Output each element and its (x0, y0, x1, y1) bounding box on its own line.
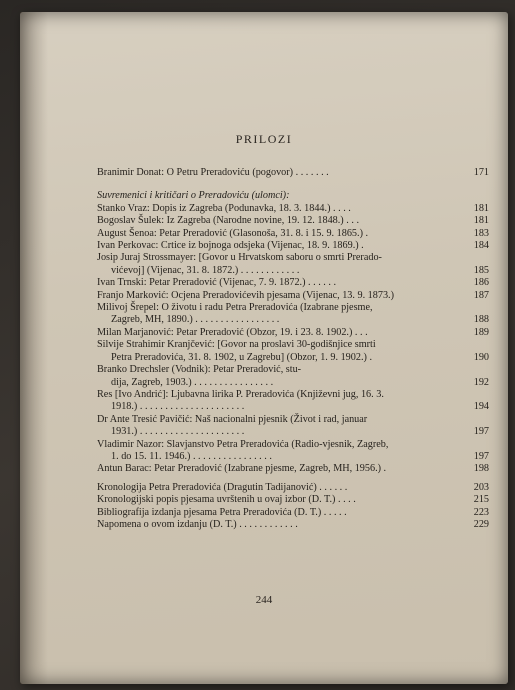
toc-entry-page: 229 (473, 518, 489, 530)
toc-entries (97, 203, 489, 476)
toc-entry-page: 181 (473, 215, 489, 227)
toc-entry-text: Ivan Perkovac: Crtice iz bojnoga odsjeka (Vijenac, 18. 9. 1869.) . (97, 240, 364, 252)
toc-entry-page: 197 (473, 426, 489, 438)
toc-entry-text: Branimir Donat: O Petru Preradoviću (pogovor) . . . . . . . (97, 167, 329, 178)
toc-entry-page: 188 (473, 314, 489, 326)
toc-entry-page: 185 (473, 264, 489, 276)
toc-entry-page: 203 (473, 481, 489, 493)
toc-entry-text: Ivan Trnski: Petar Preradović (Vijenac, 7. 9. 1872.) . . . . . . (97, 277, 337, 289)
toc-entry (97, 482, 489, 494)
toc-entry-page: 194 (473, 401, 489, 413)
toc-entry (97, 265, 489, 277)
toc-entry (97, 426, 489, 438)
toc-appendix (97, 482, 489, 532)
table-of-contents (97, 167, 489, 531)
toc-entry-text: Bogoslav Šulek: Iz Zagreba (Narodne novine, 19. 12. 1848.) . . . (97, 215, 359, 227)
toc-entry-page: 223 (473, 506, 489, 518)
toc-entry (97, 215, 489, 227)
toc-entry-line: Milivoj Šrepel: O životu i radu Petra Preradovića (Izabrane pjesme, (97, 302, 373, 314)
toc-entry (97, 519, 489, 531)
toc-entry-text: Milan Marjanović: Petar Preradović (Obzor, 19. i 23. 8. 1902.) . . . (97, 326, 368, 338)
toc-entry (97, 507, 489, 519)
toc-entry (97, 290, 489, 302)
toc-entry (97, 228, 489, 240)
toc-entry-page: 192 (473, 376, 489, 388)
toc-entry-page: 186 (473, 277, 489, 289)
toc-entry-text: 1. do 15. 11. 1946.) . . . . . . . . . . . . . . . . (111, 450, 272, 462)
toc-entry-line: Dr Ante Tresić Pavičić: Naš nacionalni pjesnik (Život i rad, januar (97, 413, 368, 425)
toc-entry-line: Josip Juraj Strossmayer: [Govor u Hrvatskom saboru o smrti Prerado- (97, 252, 382, 264)
toc-entry-page: 181 (473, 202, 489, 214)
toc-entry-text: Zagreb, MH, 1890.) . . . . . . . . . . . . . . . . . (111, 314, 280, 326)
toc-entry (97, 494, 489, 506)
toc-entry-text: Napomena o ovom izdanju (D. T.) . . . . . . . . . . . . (97, 518, 298, 530)
spacer (97, 179, 489, 185)
toc-entry (97, 377, 489, 389)
toc-entry-line: Res [Ivo Andrić]: Ljubavna lirika P. Preradovića (Književni jug, 16. 3. (97, 388, 384, 400)
toc-entry (97, 203, 489, 215)
toc-entry-line: Vladimir Nazor: Slavjanstvo Petra Preradovića (Radio-vjesnik, Zagreb, (97, 438, 389, 450)
toc-entry-text: Stanko Vraz: Dopis iz Zagreba (Podunavka, 18. 3. 1844.) . . . . (97, 202, 351, 214)
toc-subheading: Suvremenici i kritičari o Preradoviću (ulomci): (97, 190, 290, 202)
toc-entry (97, 401, 489, 413)
toc-entry-page: 197 (473, 450, 489, 462)
toc-entry (97, 240, 489, 252)
toc-entry (97, 314, 489, 326)
toc-entry-text: 1931.) . . . . . . . . . . . . . . . . . . . . . (111, 426, 245, 438)
toc-entry-text: Kronologijski popis pjesama uvrštenih u ovaj izbor (D. T.) . . . . (97, 494, 356, 506)
toc-entry-text: Franjo Marković: Ocjena Preradovićevih pjesama (Vijenac, 13. 9. 1873.) (97, 289, 394, 301)
toc-entry-text: August Šenoa: Petar Preradović (Glasonoša, 31. 8. i 15. 9. 1865.) . (97, 227, 369, 239)
toc-entry (97, 277, 489, 289)
toc-entry-line: Branko Drechsler (Vodnik): Petar Preradović, stu- (97, 364, 302, 376)
toc-entry (97, 352, 489, 364)
toc-entry (97, 463, 489, 475)
toc-entry (97, 167, 489, 179)
toc-entry-text: Antun Barac: Petar Preradović (Izabrane pjesme, Zagreb, MH, 1956.) . (97, 463, 387, 475)
toc-entry-text: Kronologija Petra Preradovića (Dragutin Tadijanović) . . . . . . (97, 481, 348, 493)
toc-entry-page: 198 (473, 463, 489, 475)
toc-entry (97, 451, 489, 463)
page-number: 244 (255, 594, 273, 606)
toc-entry-text: dija, Zagreb, 1903.) . . . . . . . . . . . . . . . . (111, 376, 274, 388)
toc-entry-text: 1918.) . . . . . . . . . . . . . . . . . . . . . (111, 401, 245, 413)
toc-entry-page: 183 (473, 227, 489, 239)
toc-entry-text: vićevoj] (Vijenac, 31. 8. 1872.) . . . . . . . . . . . . (111, 264, 300, 276)
toc-entry-page: 184 (473, 240, 489, 252)
toc-entry (97, 327, 489, 339)
toc-entry-page: 187 (473, 289, 489, 301)
toc-entry-page: 189 (473, 326, 489, 338)
toc-entry-text: Bibliografija izdanja pjesama Petra Preradovića (D. T.) . . . . . (97, 506, 347, 518)
toc-entry-page: 190 (473, 351, 489, 363)
toc-entry-text: Petra Preradovića, 31. 8. 1902, u Zagrebu] (Obzor, 1. 9. 1902.) . (111, 351, 372, 363)
toc-entry-page: 215 (473, 494, 489, 506)
toc-entry-page: 171 (473, 167, 489, 178)
section-heading: PRILOZI (235, 132, 293, 146)
book-page (20, 12, 508, 684)
toc-entry-line: Silvije Strahimir Kranjčević: [Govor na proslavi 30-godišnjice smrti (97, 339, 376, 351)
